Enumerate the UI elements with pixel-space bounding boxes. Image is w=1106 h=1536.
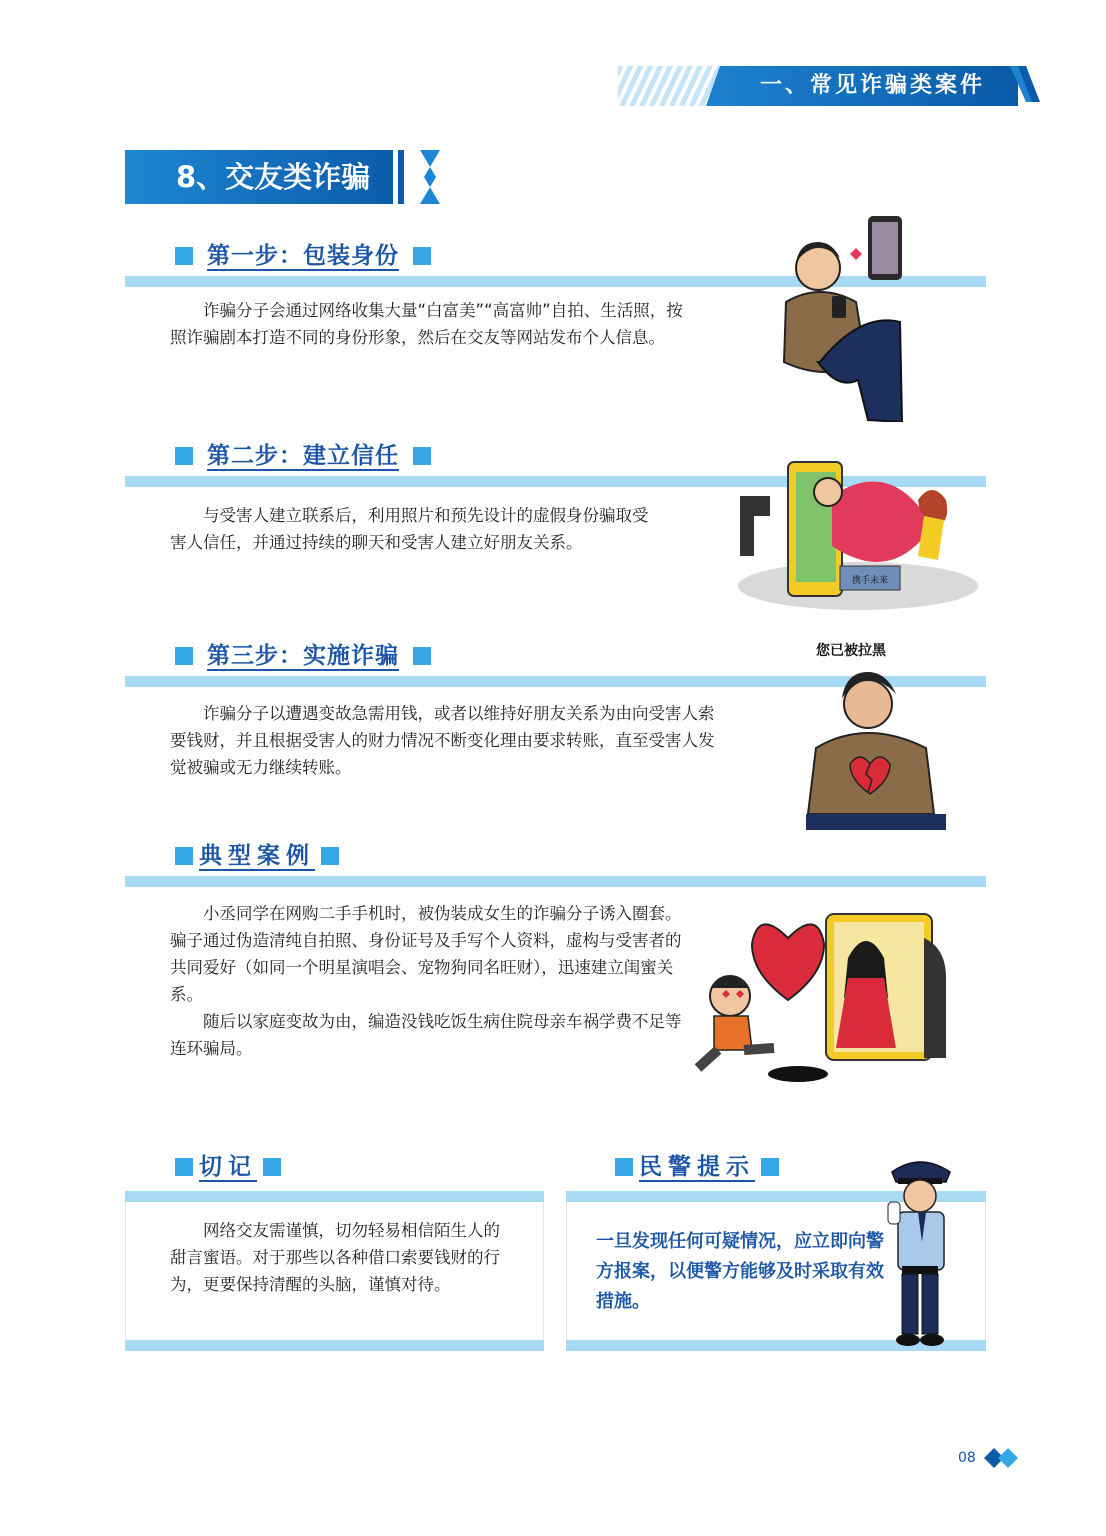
man-with-phone-illustration [780, 212, 910, 422]
police-tip-heading: 民警提示 [615, 1152, 779, 1182]
remember-heading: 切记 [175, 1152, 281, 1182]
header-chevron-icon [1010, 62, 1040, 108]
couple-holding-hands-illustration [732, 456, 978, 612]
square-bullet-icon [175, 447, 193, 465]
chapter-title: 一、常见诈骗类案件 [760, 73, 986, 98]
square-bullet-icon [263, 1158, 281, 1176]
step1-text: 诈骗分子会通过网络收集大量“白富美”“高富帅”自拍、生活照，按照诈骗剧本打造不同的身份形象，然后在交友等网站发布个人信息。 [170, 301, 683, 347]
remember-top-bar [125, 1191, 544, 1202]
page-ornament-icon [982, 1446, 1022, 1470]
boy-chasing-heart-illustration [688, 908, 946, 1086]
step3-text: 诈骗分子以遭遇变故急需用钱，或者以维持好朋友关系为由向受害人索要钱财，并且根据受害人的财力情况不断变化理由要求转账，直至受害人发觉被骗或无力继续转账。 [170, 704, 715, 777]
square-bullet-icon [761, 1158, 779, 1176]
puzzle-label: 携手未来 [851, 576, 889, 586]
case-bar [125, 876, 986, 887]
section-chevron-icon [398, 150, 446, 204]
case-heading: 典型案例 [175, 841, 339, 871]
step1-heading: 第一步：包装身份 [175, 241, 431, 271]
page-number: 08 [958, 1450, 976, 1466]
square-bullet-icon [413, 247, 431, 265]
step2-heading: 第二步：建立信任 [175, 441, 431, 471]
square-bullet-icon [615, 1158, 633, 1176]
square-bullet-icon [413, 447, 431, 465]
case-text: 小丞同学在网购二手手机时，被伪装成女生的诈骗分子诱入圈套。骗子通过伪造清纯自拍照、身份证号及手写个人资料，虚构与受害者的共同爱好（如同一个明星演唱会、宠物狗同名旺财），迅速建立闺蜜关系。 随后以家庭变故为由，编造没钱吃饭生病住院母亲车祸学费不足等连环骗局。 [170, 904, 682, 1058]
section-title: 8、交友类诈骗 [176, 160, 371, 194]
step2-text: 与受害人建立联系后，利用照片和预先设计的虚假身份骗取受害人信任，并通过持续的聊天和受害人建立好朋友关系。 [170, 506, 649, 552]
heartbroken-man-illustration [806, 668, 946, 830]
blocked-label: 您已被拉黑 [816, 643, 886, 659]
step3-heading: 第三步：实施诈骗 [175, 641, 431, 671]
square-bullet-icon [175, 847, 193, 865]
square-bullet-icon [175, 647, 193, 665]
square-bullet-icon [175, 247, 193, 265]
remember-bottom-bar [125, 1340, 544, 1351]
square-bullet-icon [175, 1158, 193, 1176]
police-officer-illustration [884, 1154, 956, 1350]
police-tip-text: 一旦发现任何可疑情况，应立即向警方报案，以便警方能够及时采取有效措施。 [596, 1231, 884, 1312]
square-bullet-icon [321, 847, 339, 865]
remember-text: 网络交友需谨慎，切勿轻易相信陌生人的甜言蜜语。对于那些以各种借口索要钱财的行为，更要保持清醒的头脑，谨慎对待。 [170, 1221, 500, 1294]
square-bullet-icon [413, 647, 431, 665]
